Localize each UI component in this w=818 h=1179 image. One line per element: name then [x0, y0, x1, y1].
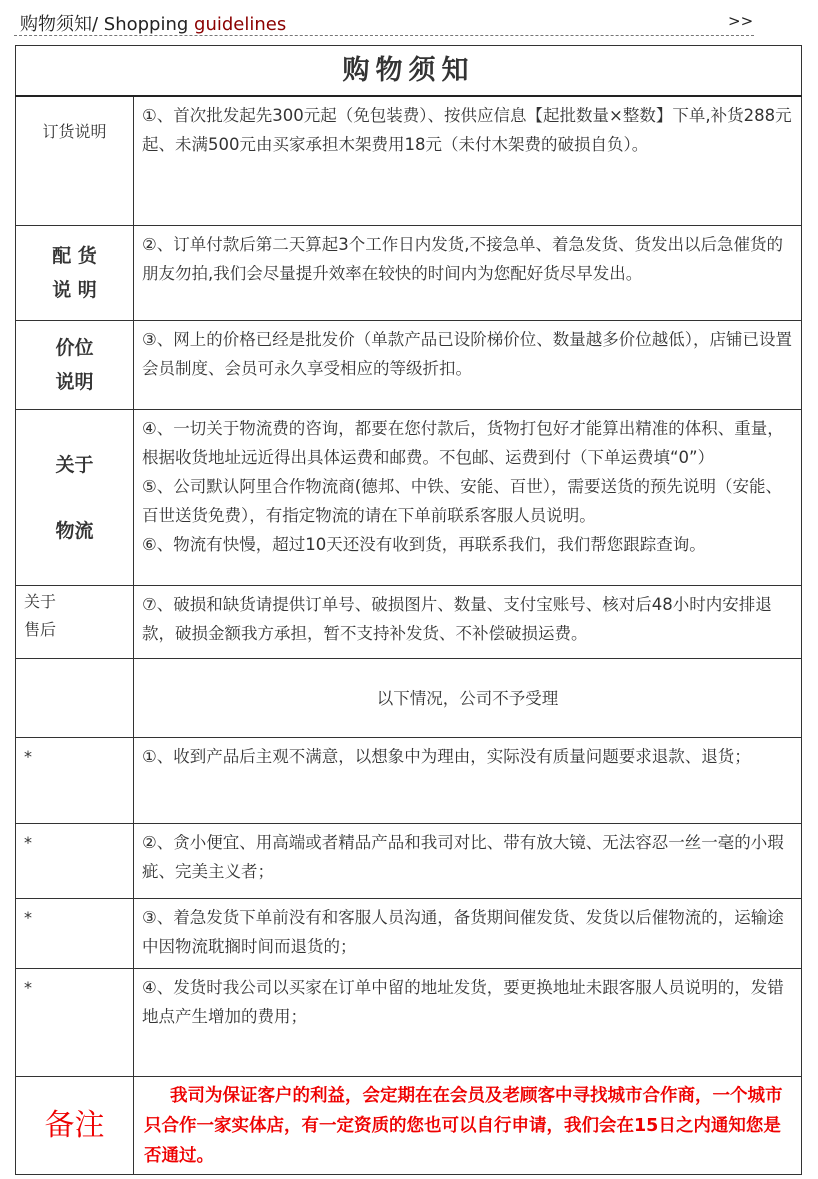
row-text: ③、网上的价格已经是批发价（单款产品已设阶梯价位、数量越多价位越低），店铺已设置会员制度、会员可永久享受相应的等级折扣。 [134, 321, 802, 410]
table-row [16, 321, 802, 410]
table-row [16, 96, 802, 226]
row-text: ②、订单付款后第二天算起3个工作日内发货,不接急单、着急发货、货发出以后急催货的朋友勿拍,我们会尽量提升效率在较快的时间内为您配好货尽早发出。 [134, 226, 802, 321]
table-row [16, 226, 802, 321]
remark-text: 我司为保证客户的利益，会定期在在会员及老顾客中寻找城市合作商，一个城市只合作一家实体店，有一定资质的您也可以自行申请，我们会在15日之内通知您是否通过。 [134, 1077, 802, 1175]
table-row [16, 969, 802, 1077]
remark-label: 备注 [16, 1077, 134, 1175]
table-row [16, 410, 802, 586]
header-title-en: guidelines [194, 14, 287, 35]
row-text: ②、贪小便宜、用高端或者精品产品和我司对比、带有放大镜、无法容忍一丝一毫的小瑕疵、完美主义者； [134, 824, 802, 899]
row-text: ③、着急发货下单前没有和客服人员沟通，备货期间催发货、发货以后催物流的，运输途中因物流耽搁时间而退货的； [134, 899, 802, 969]
row-label: 订货说明 [16, 96, 134, 226]
row-text: ①、首次批发起先300元起（免包装费）、按供应信息【起批数量×整数】下单,补货288元起、未满500元由买家承担木架费用18元（未付木架费的破损自负）。 [134, 96, 802, 226]
divider [14, 35, 754, 36]
row-label: 配 货 说 明 [16, 226, 134, 321]
table-row [16, 586, 802, 659]
row-text: ①、收到产品后主观不满意，以想象中为理由，实际没有质量问题要求退款、退货； [134, 738, 802, 824]
table-row [16, 738, 802, 824]
table-title: 购物须知 [16, 46, 802, 96]
row-label: 关于 售后 [16, 586, 134, 659]
guidelines-table [15, 45, 802, 1175]
table-row [16, 899, 802, 969]
asterisk-mark: * [16, 899, 134, 969]
notice-text: 以下情况，公司不予受理 [134, 659, 802, 738]
row-text: ⑦、破损和缺货请提供订单号、破损图片、数量、支付宝账号、核对后48小时内安排退款，破损金额我方承担，暂不支持补发货、不补偿破损运费。 [134, 586, 802, 659]
table-row [16, 659, 802, 738]
asterisk-mark: * [16, 824, 134, 899]
row-label: 价位 说明 [16, 321, 134, 410]
row-text: ④、发货时我公司以买家在订单中留的地址发货，要更换地址未跟客服人员说明的，发错地点产生增加的费用； [134, 969, 802, 1077]
asterisk-mark: * [16, 969, 134, 1077]
asterisk-mark: * [16, 738, 134, 824]
row-text: ④、一切关于物流费的咨询，都要在您付款后，货物打包好才能算出精准的体积、重量，根据收货地址远近得出具体运费和邮费。不包邮、运费到付（下单运费填“0”） ⑤、公司默认阿里合作物流商(德邦、中铁、安能、百世），需要送货的预先说明（安能、百世送货免费），有指定物流的请在下单前联系客服人员说明。 ⑥、物流有快慢，超过10天还没有收到货，再联系我们，我们帮您跟踪查询。 [134, 410, 802, 586]
page-header [20, 10, 286, 36]
header-title: 购物须知/ Shopping [20, 14, 195, 35]
table-row [16, 1077, 802, 1175]
table-row [16, 824, 802, 899]
more-link[interactable]: >> [728, 12, 754, 30]
row-label: 关于 物流 [16, 410, 134, 586]
